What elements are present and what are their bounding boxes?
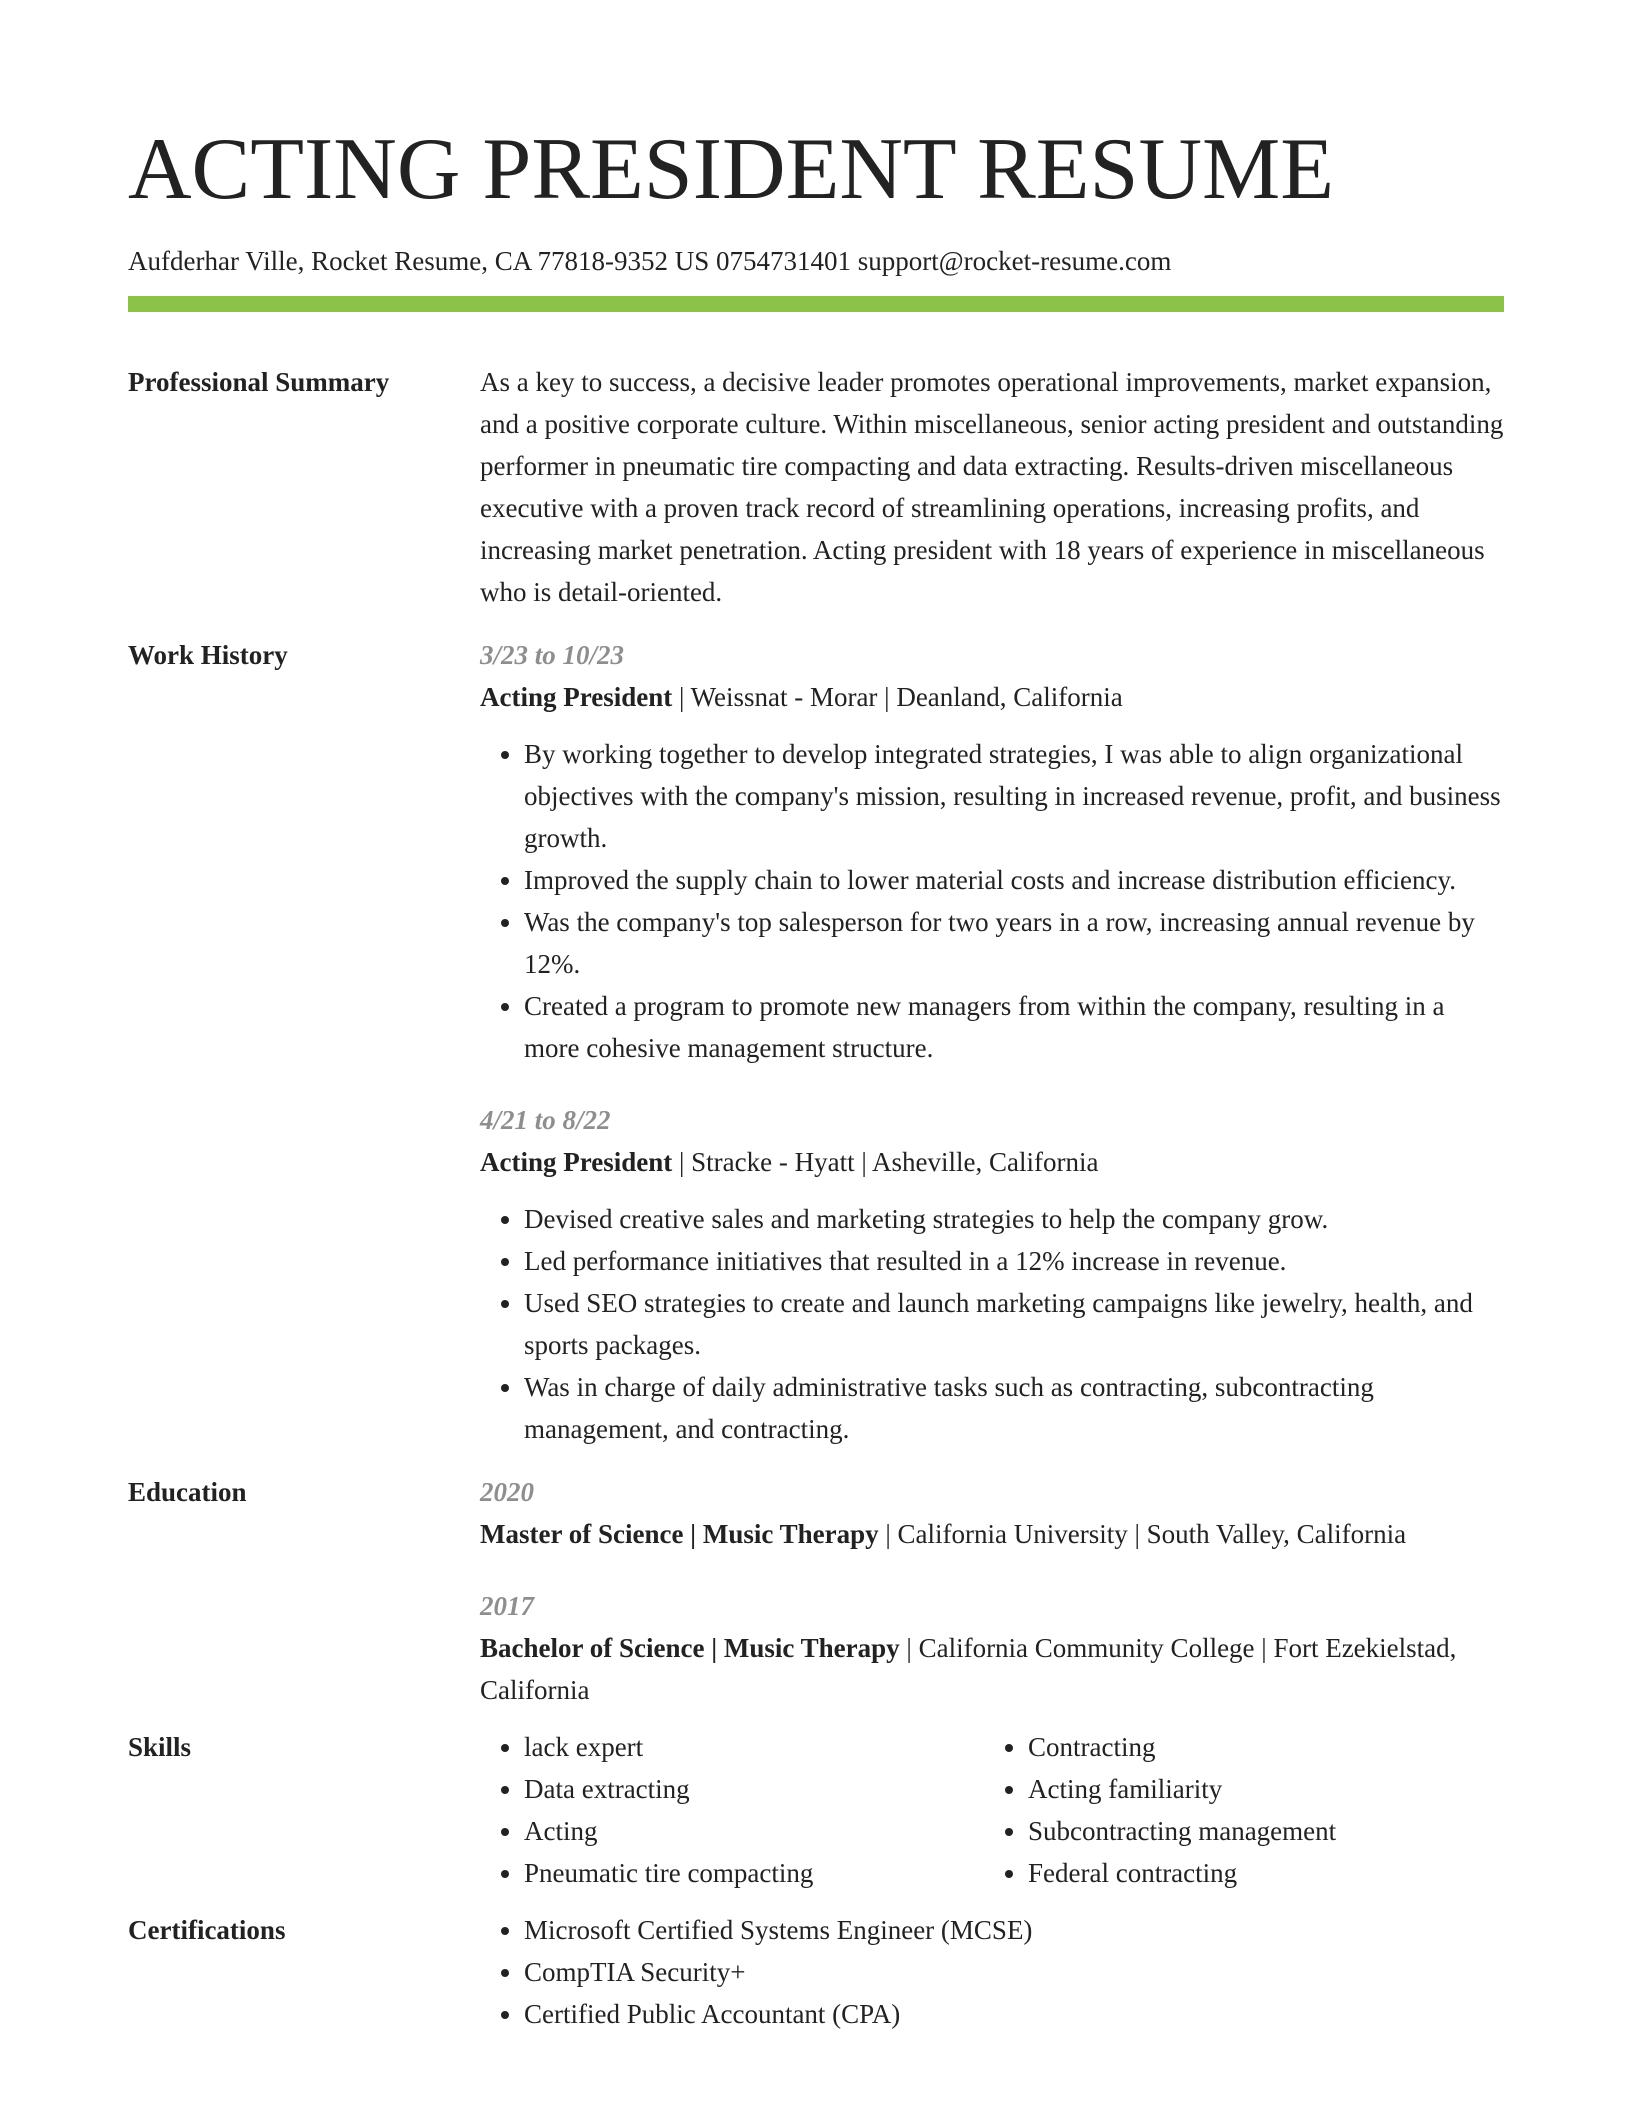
- degree-name: Master of Science | Music Therapy: [480, 1519, 879, 1549]
- education-body: [480, 1471, 1504, 1711]
- section-label-summary: Professional Summary: [128, 367, 390, 397]
- job-bullets: [480, 733, 1504, 1069]
- skill-item: • Contracting: [1028, 1726, 1488, 1768]
- job-dates: 3/23 to 10/23: [480, 640, 625, 670]
- certification-item: • Certified Public Accountant (CPA): [524, 1993, 1504, 2035]
- job-dates: 4/21 to 8/22: [480, 1105, 611, 1135]
- education-heading: [480, 1627, 1504, 1711]
- job-bullet: • Devised creative sales and marketing strategies to help the company grow.: [524, 1198, 1504, 1240]
- skills-section: [128, 1726, 1504, 1894]
- education-entry: [480, 1585, 1504, 1711]
- certification-list: [480, 1909, 1504, 2035]
- skill-item: • Acting: [524, 1810, 984, 1852]
- certification-item: • Microsoft Certified Systems Engineer (MCSE): [524, 1909, 1504, 1951]
- education-section: [128, 1471, 1504, 1711]
- job-heading: [480, 676, 1504, 718]
- resume-title: ACTING PRESIDENT RESUME: [128, 121, 1335, 218]
- certification-item: • CompTIA Security+: [524, 1951, 1504, 1993]
- contact-line: Aufderhar Ville, Rocket Resume, CA 77818-9352 US 0754731401 support@rocket-resume.com: [128, 246, 1172, 276]
- education-details: | California University | South Valley, California: [878, 1519, 1407, 1549]
- job-heading: [480, 1141, 1504, 1183]
- job-bullet: • Was in charge of daily administrative tasks such as contracting, subcontracting management, and contracting.: [524, 1366, 1504, 1450]
- section-label-education: Education: [128, 1477, 247, 1507]
- education-year: 2017: [480, 1591, 534, 1621]
- job-bullet: • Improved the supply chain to lower material costs and increase distribution efficiency.: [524, 859, 1504, 901]
- education-entry: [480, 1471, 1504, 1555]
- section-label-skills: Skills: [128, 1732, 192, 1762]
- skill-item: • Data extracting: [524, 1768, 984, 1810]
- skills-body: [480, 1726, 1504, 1894]
- accent-divider: [128, 296, 1504, 312]
- skill-item: • Federal contracting: [1028, 1852, 1488, 1894]
- skill-item: • Acting familiarity: [1028, 1768, 1488, 1810]
- job-bullet: • Led performance initiatives that resulted in a 12% increase in revenue.: [524, 1240, 1504, 1282]
- job-bullets: [480, 1198, 1504, 1450]
- education-year: 2020: [480, 1477, 534, 1507]
- job-bullet: • Used SEO strategies to create and launch marketing campaigns like jewelry, health, and sports packages.: [524, 1282, 1504, 1366]
- job-bullet: • Created a program to promote new managers from within the company, resulting in a more cohesive management structure.: [524, 985, 1504, 1069]
- section-label-work-history: Work History: [128, 640, 288, 670]
- summary-text: As a key to success, a decisive leader promotes operational improvements, market expansion, and a positive corporate culture. Within miscellaneous, senior acting president and outstanding performer in pneumatic tire compacting and data extracting. Results-driven miscellaneous executive with a proven track record of streamlining operations, increasing profits, and increasing market penetration. Acting president with 18 years of experience in miscellaneous who is detail-oriented.: [480, 367, 1504, 607]
- skill-item: • lack expert: [524, 1726, 984, 1768]
- skills-column: [480, 1726, 984, 1894]
- skill-item: • Subcontracting management: [1028, 1810, 1488, 1852]
- certifications-section: [128, 1909, 1504, 2035]
- degree-name: Bachelor of Science | Music Therapy: [480, 1633, 900, 1663]
- job-details: | Stracke - Hyatt | Asheville, California: [672, 1147, 1099, 1177]
- job-details: | Weissnat - Morar | Deanland, California: [672, 682, 1123, 712]
- skill-item: • Pneumatic tire compacting: [524, 1852, 984, 1894]
- work-history-section: [128, 634, 1504, 1450]
- job-title: Acting President: [480, 1147, 673, 1177]
- job-bullet: • By working together to develop integrated strategies, I was able to align organizational objectives with the company's mission, resulting in increased revenue, profit, and business growth.: [524, 733, 1504, 859]
- job-title: Acting President: [480, 682, 673, 712]
- education-heading: [480, 1513, 1504, 1555]
- work-history-body: [480, 634, 1504, 1450]
- certifications-body: [480, 1909, 1504, 2035]
- summary-section: [128, 361, 1504, 613]
- education-details: | California Community College | Fort Ezekielstad, California: [480, 1633, 1457, 1705]
- job-bullet: • Was the company's top salesperson for two years in a row, increasing annual revenue by 12%.: [524, 901, 1504, 985]
- skills-column: [984, 1726, 1488, 1894]
- resume-page: [128, 0, 1504, 2035]
- job-entry: [480, 1099, 1504, 1450]
- job-entry: [480, 634, 1504, 1069]
- section-label-certifications: Certifications: [128, 1915, 286, 1945]
